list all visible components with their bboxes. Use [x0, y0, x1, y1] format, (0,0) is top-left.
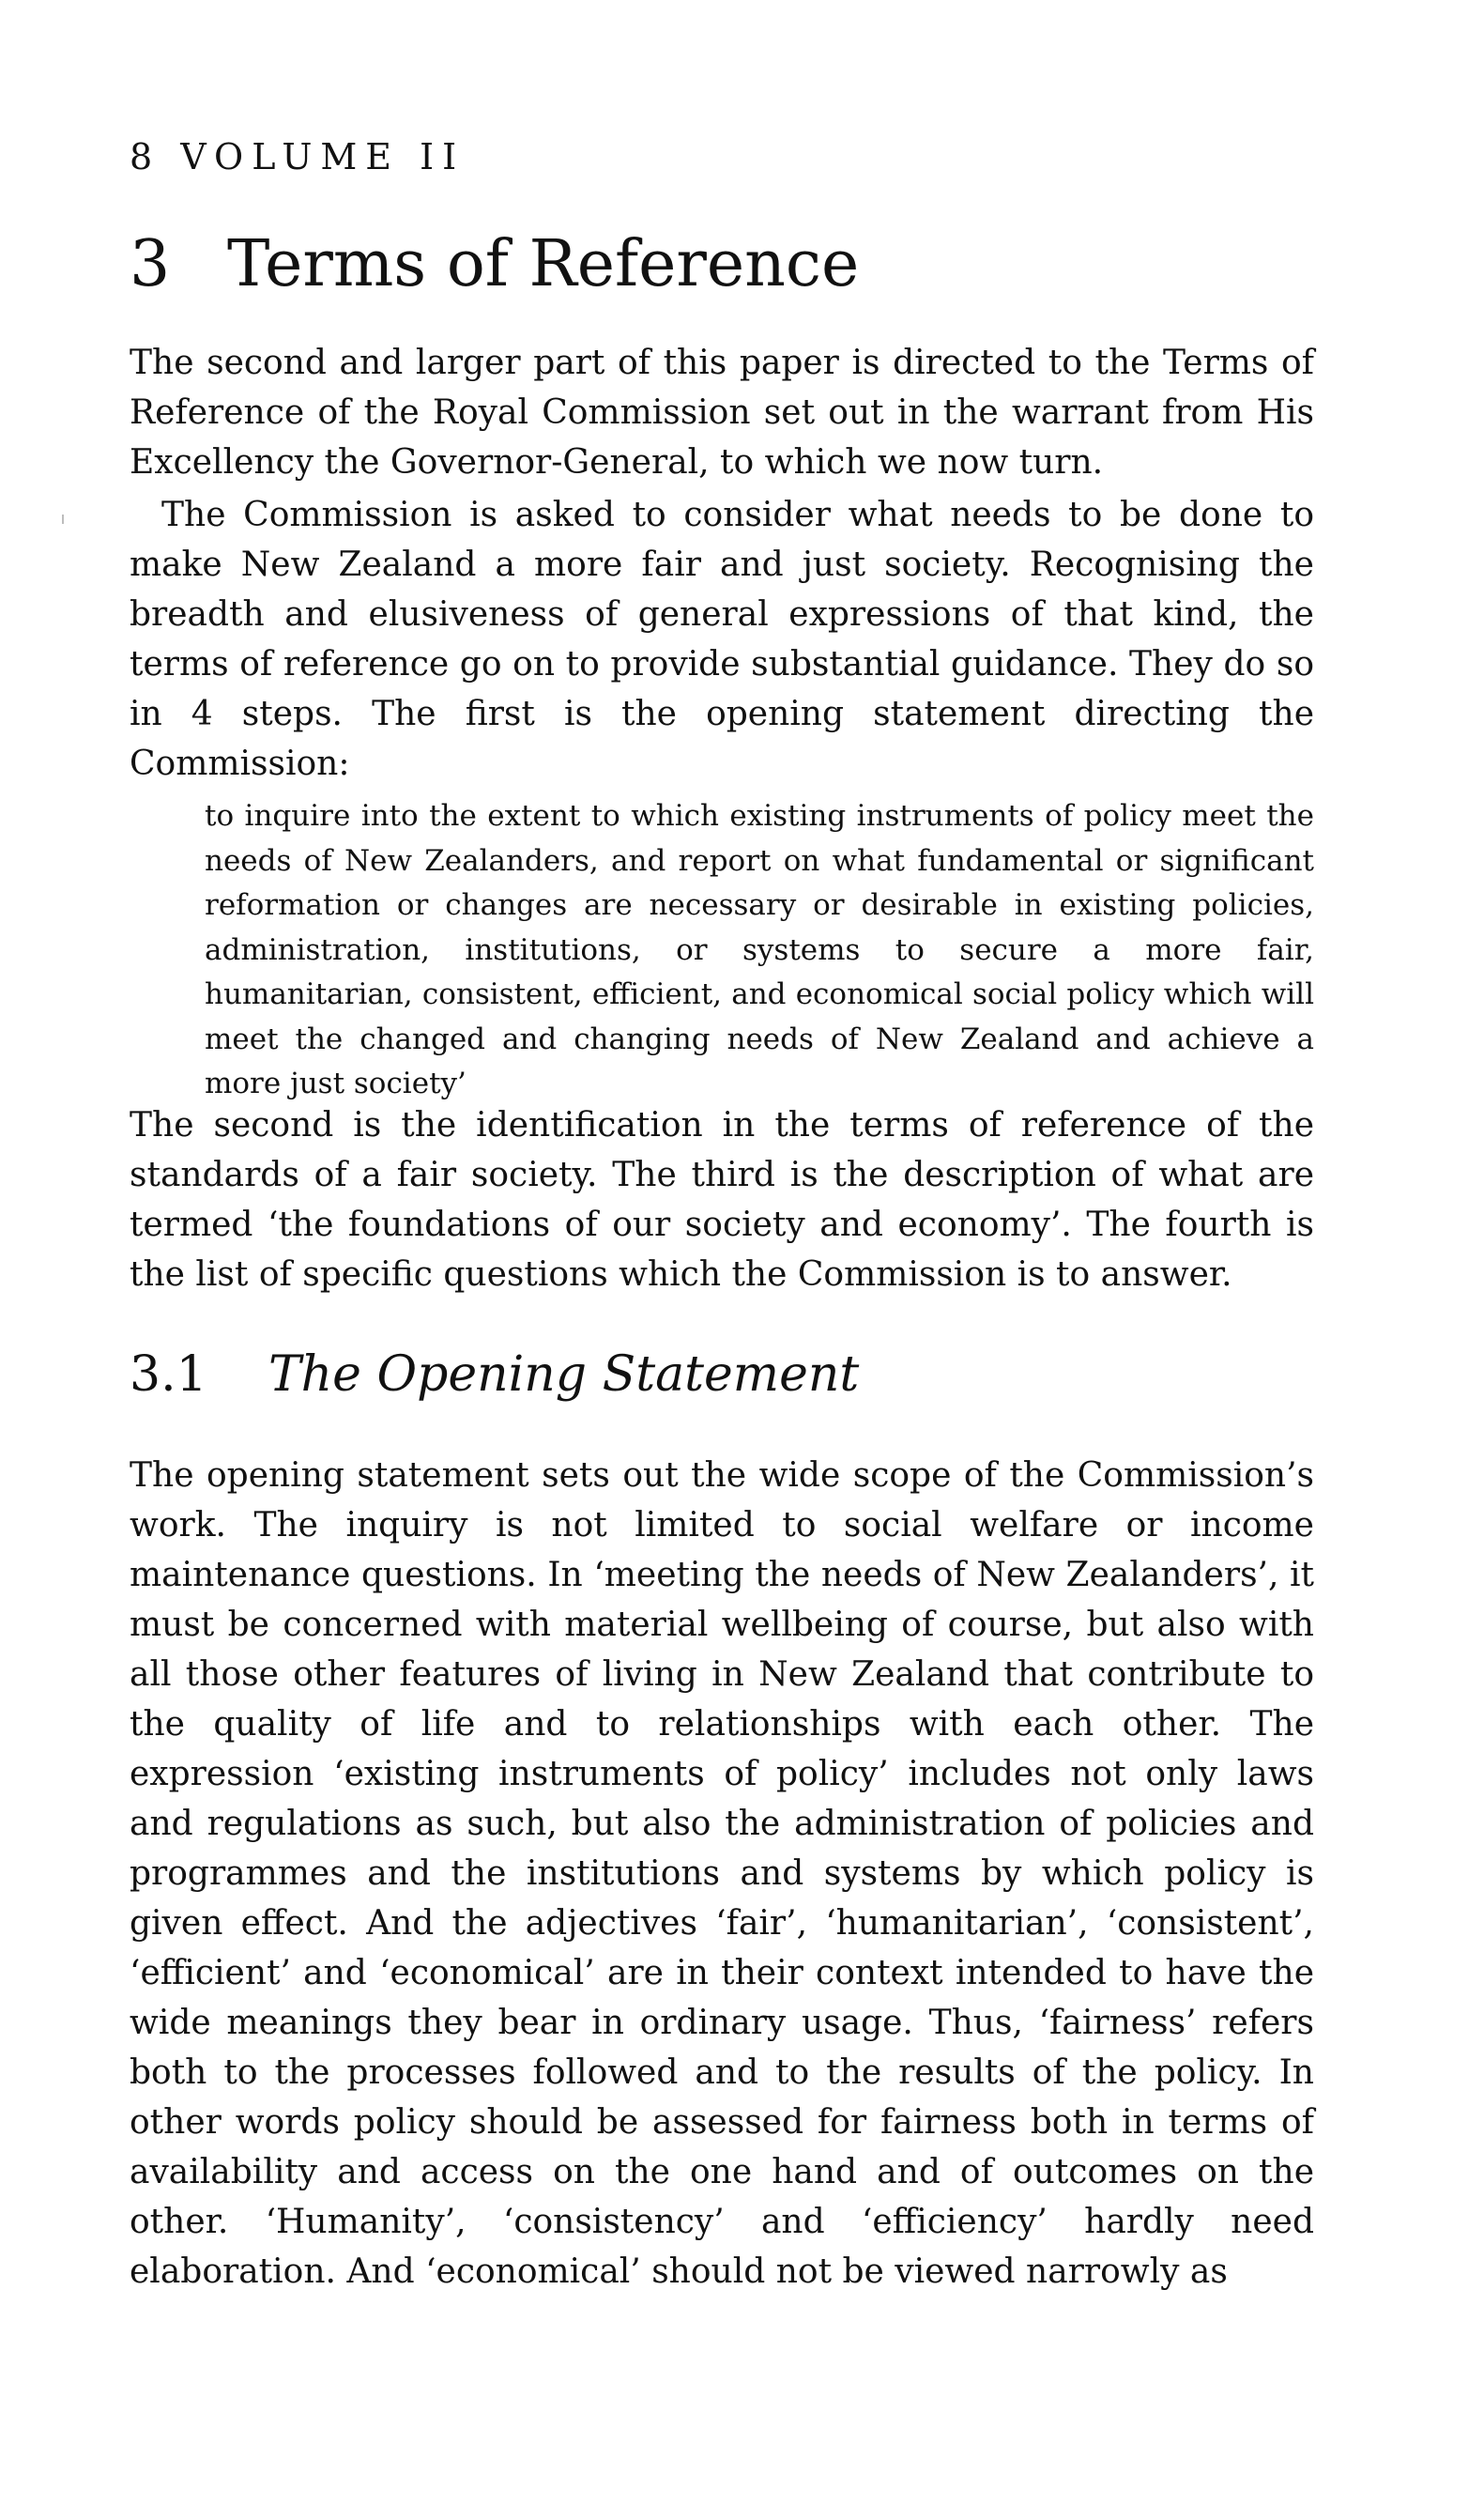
page-number: 8: [130, 136, 161, 177]
chapter-number: 3: [130, 227, 171, 301]
paragraph-opening-statement: The opening statement sets out the wide scope of the Commission’s work. The inquiry is not limited to social welfare or income maintenance questions. In ‘meeting the needs of New Zealanders’, it must be concerned with material wellbeing of course, but also with all those other features of living in New Zealand that contribute to the quality of life and to relationships with each other. The expression ‘existing instruments of policy’ includes not only laws and regulations as such, but also the administration of policies and programmes and the institutions and systems by which policy is given effect. And the adjectives ‘fair’, ‘humanitarian’, ‘consistent’, ‘efficient’ and ‘economical’ are in their context intended to have the wide meanings they bear in ordinary usage. Thus, ‘fairness’ refers both to the processes followed and to the results of the policy. In other words policy should be assessed for fairness both in terms of availability and access on the one hand and of outcomes on the other. ‘Humanity’, ‘consistency’ and ‘efficiency’ hardly need elaboration. And ‘economical’ should not be viewed narrowly as: [130, 1456, 1314, 2291]
section-name: The Opening Statement: [268, 1346, 860, 1403]
paragraph-second: The second is the identification in the terms of reference of the standards of a fair society. The third is the description of what are termed ‘the foundations of our society and economy’. The fourth is the list of specific questions which the Commission is to answer.: [130, 1106, 1314, 1294]
paragraph-intro: The second and larger part of this paper is directed to the Terms of Reference of the Royal Commission set out in the warrant from His Excellency the Governor-General, to which we now turn.: [130, 344, 1314, 482]
chapter-name: Terms of Reference: [227, 227, 860, 301]
block-quote: to inquire into the extent to which existing instruments of policy meet the needs of New Zealanders, and report on what fundamental or significant reformation or changes are necessary or desirable in existing policies, administration, institutions, or systems to secure a more fair, humanitarian, consistent, efficient, and economical social policy which will meet the changed and changing needs of New Zealand and achieve a more just society’: [205, 799, 1314, 1100]
chapter-title: [130, 227, 860, 301]
paragraph-commission: The Commission is asked to consider what needs to be done to make New Zealand a more fair and just society. Recognising the breadth and elusiveness of general expressions of that kind, the terms of reference go on to provide substantial guidance. They do so in 4 steps. The first is the opening statement directing the Commission:: [130, 496, 1314, 783]
margin-mark: [62, 515, 64, 524]
section-title: [130, 1346, 860, 1403]
volume-label: VOLUME II: [180, 136, 466, 177]
section-number: 3.1: [130, 1346, 207, 1403]
running-head: [130, 136, 466, 177]
